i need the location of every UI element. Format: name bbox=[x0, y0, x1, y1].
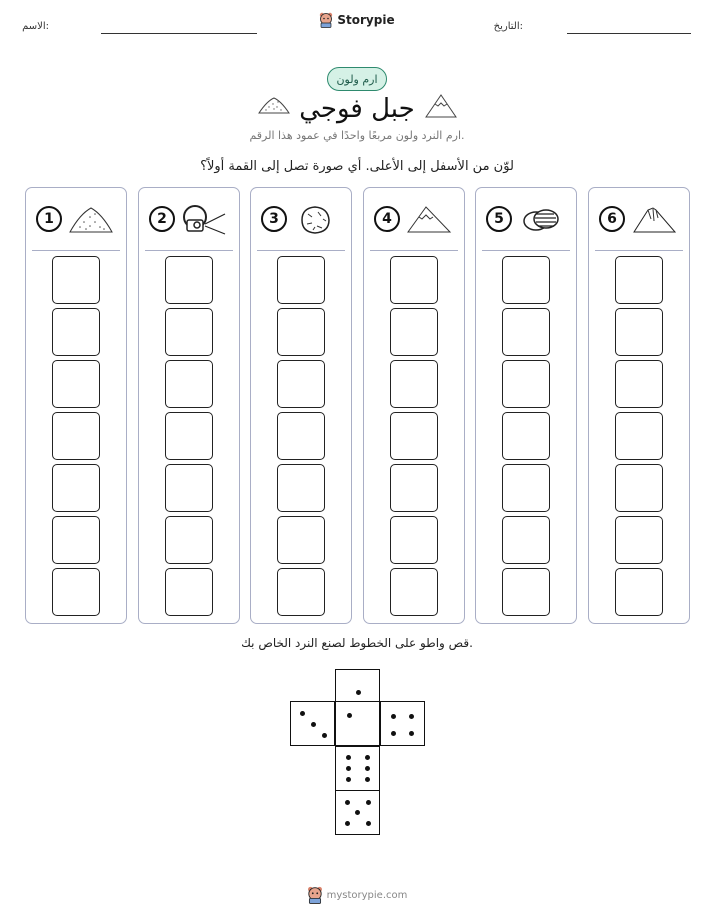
color-square[interactable] bbox=[502, 412, 550, 460]
color-square[interactable] bbox=[502, 464, 550, 512]
name-line bbox=[101, 33, 257, 34]
bear-icon bbox=[307, 886, 323, 904]
activity-tag-label: ارم ولون bbox=[336, 72, 378, 86]
color-square[interactable] bbox=[277, 308, 325, 356]
color-square[interactable] bbox=[52, 568, 100, 616]
color-square[interactable] bbox=[52, 256, 100, 304]
color-square[interactable] bbox=[390, 464, 438, 512]
color-square[interactable] bbox=[615, 412, 663, 460]
column-number: 1 bbox=[44, 211, 54, 227]
color-square[interactable] bbox=[502, 568, 550, 616]
color-square[interactable] bbox=[390, 256, 438, 304]
color-square[interactable] bbox=[615, 516, 663, 564]
footer-url: mystorypie.com bbox=[326, 889, 408, 901]
color-square[interactable] bbox=[502, 516, 550, 564]
column-divider bbox=[32, 250, 120, 251]
column-number: 5 bbox=[494, 211, 504, 227]
dice-face-3 bbox=[290, 701, 335, 746]
date-label: التاريخ: bbox=[493, 21, 523, 32]
color-square[interactable] bbox=[615, 464, 663, 512]
column-divider bbox=[257, 250, 345, 251]
column-divider bbox=[370, 250, 458, 251]
instructions: لوّن من الأسفل إلى الأعلى. أي صورة تصل إلى القمة أولاً؟ bbox=[200, 159, 514, 174]
column-header bbox=[139, 188, 239, 250]
color-square[interactable] bbox=[165, 412, 213, 460]
color-square[interactable] bbox=[390, 516, 438, 564]
color-square[interactable] bbox=[165, 360, 213, 408]
color-square[interactable] bbox=[502, 308, 550, 356]
name-label: الاسم: bbox=[22, 21, 49, 32]
color-square[interactable] bbox=[390, 360, 438, 408]
column-header bbox=[476, 188, 576, 250]
column-4 bbox=[363, 187, 465, 624]
color-square[interactable] bbox=[277, 516, 325, 564]
color-square[interactable] bbox=[277, 256, 325, 304]
column-2 bbox=[138, 187, 240, 624]
color-square[interactable] bbox=[165, 516, 213, 564]
color-square[interactable] bbox=[390, 412, 438, 460]
color-square[interactable] bbox=[52, 516, 100, 564]
color-square[interactable] bbox=[277, 412, 325, 460]
color-square[interactable] bbox=[52, 412, 100, 460]
footer bbox=[0, 886, 714, 904]
column-1 bbox=[25, 187, 127, 624]
color-square[interactable] bbox=[277, 464, 325, 512]
sand-pile-icon bbox=[68, 202, 114, 236]
color-square[interactable] bbox=[165, 256, 213, 304]
column-header bbox=[26, 188, 126, 250]
column-number: 6 bbox=[607, 211, 617, 227]
dice-face-4 bbox=[380, 701, 425, 746]
dice-face-1b bbox=[335, 701, 380, 746]
dice-face-5 bbox=[335, 790, 380, 835]
color-square[interactable] bbox=[615, 360, 663, 408]
color-square[interactable] bbox=[502, 256, 550, 304]
snowy-mountain-icon bbox=[406, 202, 452, 236]
color-square[interactable] bbox=[615, 308, 663, 356]
dice-face-6 bbox=[335, 746, 380, 791]
brand-logo bbox=[0, 12, 714, 28]
volcano-icon bbox=[631, 202, 677, 236]
color-square[interactable] bbox=[277, 568, 325, 616]
color-square[interactable] bbox=[165, 464, 213, 512]
column-number-badge bbox=[36, 206, 62, 232]
column-number-badge bbox=[149, 206, 175, 232]
color-square[interactable] bbox=[390, 308, 438, 356]
color-square[interactable] bbox=[52, 464, 100, 512]
bear-icon bbox=[319, 12, 333, 28]
cut-instructions: قص واطو على الخطوط لصنع النرد الخاص بك. bbox=[241, 636, 473, 650]
color-square[interactable] bbox=[165, 308, 213, 356]
sandals-icon bbox=[518, 202, 564, 236]
column-number-badge bbox=[599, 206, 625, 232]
rock-icon bbox=[293, 202, 339, 236]
brand-name: Storypie bbox=[337, 13, 395, 27]
color-square[interactable] bbox=[52, 360, 100, 408]
activity-tag bbox=[327, 67, 387, 91]
column-number-badge bbox=[486, 206, 512, 232]
column-number-badge bbox=[261, 206, 287, 232]
color-square[interactable] bbox=[165, 568, 213, 616]
color-square[interactable] bbox=[52, 308, 100, 356]
column-6 bbox=[588, 187, 690, 624]
column-3 bbox=[250, 187, 352, 624]
column-header bbox=[589, 188, 689, 250]
snowy-mountain-icon bbox=[424, 92, 458, 120]
page-title: جبل فوجي bbox=[299, 94, 415, 124]
column-number-badge bbox=[374, 206, 400, 232]
column-divider bbox=[595, 250, 683, 251]
color-square[interactable] bbox=[277, 360, 325, 408]
column-header bbox=[364, 188, 464, 250]
column-number: 2 bbox=[157, 211, 167, 227]
color-square[interactable] bbox=[502, 360, 550, 408]
column-number: 3 bbox=[269, 211, 279, 227]
color-square[interactable] bbox=[615, 256, 663, 304]
color-square[interactable] bbox=[390, 568, 438, 616]
column-5 bbox=[475, 187, 577, 624]
column-divider bbox=[145, 250, 233, 251]
column-divider bbox=[482, 250, 570, 251]
color-square[interactable] bbox=[615, 568, 663, 616]
date-line bbox=[567, 33, 691, 34]
column-number: 4 bbox=[382, 211, 392, 227]
subtitle: ارم النرد ولون مربعًا واحدًا في عمود هذا الرقم. bbox=[249, 129, 465, 142]
camera-icon bbox=[181, 202, 227, 236]
column-header bbox=[251, 188, 351, 250]
